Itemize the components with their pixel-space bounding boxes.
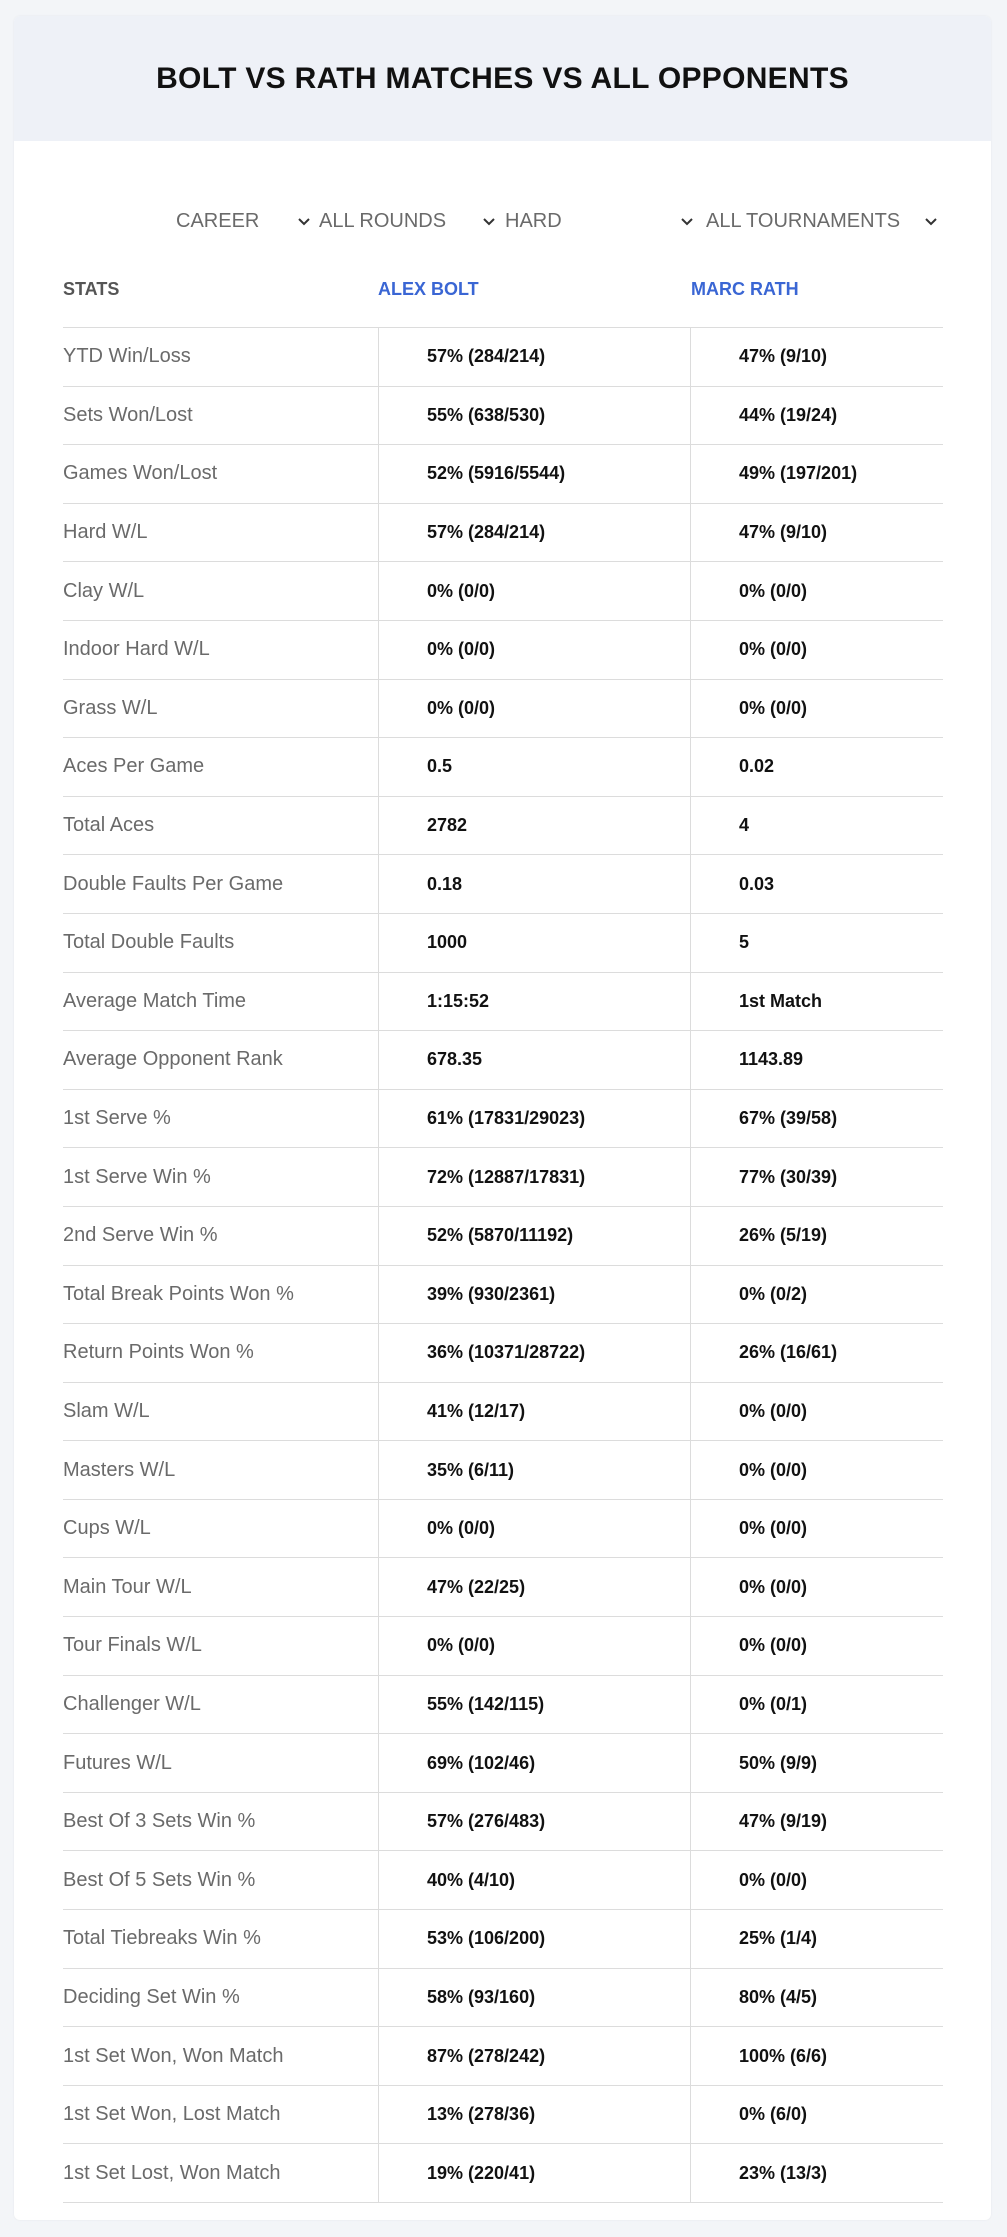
stat-label: Futures W/L [63,1751,172,1774]
player1-stat-value: 0% (0/0) [378,1617,691,1675]
table-row [63,2027,943,2086]
stat-label: Total Break Points Won % [63,1282,294,1305]
page-title: BOLT VS RATH MATCHES VS ALL OPPONENTS [156,61,849,95]
table-header [63,251,943,328]
stat-label: Challenger W/L [63,1692,201,1715]
player2-stat-value: 0% (0/0) [739,1576,808,1597]
player2-stat-value: 0% (0/0) [739,580,808,601]
player2-link[interactable]: MARC RATH [691,278,799,299]
player2-stat-value: 47% (9/10) [739,346,828,367]
stat-label: 1st Set Lost, Won Match [63,2161,281,2184]
player1-stat-value: 39% (930/2361) [378,1266,691,1324]
player1-stat-value: 0% (0/0) [378,1500,691,1558]
table-row [63,1266,943,1325]
player1-stat-value: 41% (12/17) [378,1383,691,1441]
table-row [63,1910,943,1969]
stat-label: Double Faults Per Game [63,872,284,895]
table-row [63,1617,943,1676]
player2-stat-value: 0% (0/0) [739,1518,808,1539]
card-header [14,16,991,141]
table-row [63,680,943,739]
round-select-value: ALL ROUNDS [319,209,447,232]
table-row [63,1676,943,1735]
player2-stat-value: 0.02 [739,756,775,777]
player1-stat-value: 19% (220/41) [378,2144,691,2202]
player2-stat-value: 4 [739,815,750,836]
player1-stat-value: 0% (0/0) [378,680,691,738]
stat-label: 1st Set Won, Won Match [63,2044,284,2067]
stat-label: Aces Per Game [63,755,205,778]
player2-stat-value: 80% (4/5) [739,1986,818,2007]
table-row [63,738,943,797]
stat-label: 1st Serve Win % [63,1165,211,1188]
stat-label: Clay W/L [63,579,145,602]
player2-stat-value: 23% (13/3) [739,2162,828,2183]
player2-stat-value: 44% (19/24) [739,404,838,425]
table-row [63,973,943,1032]
chevron-down-icon [923,213,939,229]
stat-label: Total Tiebreaks Win % [63,1927,261,1950]
player1-stat-value: 0% (0/0) [378,562,691,620]
player1-stat-value: 57% (276/483) [378,1793,691,1851]
table-row [63,1793,943,1852]
table-body [63,328,943,2203]
stat-label: Return Points Won % [63,1341,254,1364]
player2-stat-value: 0% (0/0) [739,1400,808,1421]
player2-stat-value: 26% (5/19) [739,1225,828,1246]
table-row [63,1851,943,1910]
table-row [63,2144,943,2203]
stat-label: Cups W/L [63,1517,151,1540]
stat-label: YTD Win/Loss [63,345,191,368]
table-row [63,2086,943,2145]
player1-link[interactable]: ALEX BOLT [378,278,479,299]
player1-stat-value: 678.35 [378,1031,691,1089]
player2-stat-value: 47% (9/19) [739,1811,828,1832]
stat-label: Sets Won/Lost [63,403,193,426]
player2-stat-value: 0% (0/0) [739,639,808,660]
tournament-select[interactable] [706,191,939,251]
player2-stat-value: 50% (9/9) [739,1752,818,1773]
player2-stat-value: 100% (6/6) [739,2045,828,2066]
chevron-down-icon [679,213,695,229]
player1-stat-value: 13% (278/36) [378,2086,691,2144]
player2-stat-value: 0% (0/0) [739,1459,808,1480]
chevron-down-icon [296,213,312,229]
table-row [63,1500,943,1559]
table-row [63,914,943,973]
stat-label: Best Of 5 Sets Win % [63,1868,256,1891]
table-row [63,797,943,856]
player2-stat-value: 67% (39/58) [739,1108,838,1129]
stat-label: Slam W/L [63,1399,150,1422]
stat-label: Best Of 3 Sets Win % [63,1810,256,1833]
stat-label: Masters W/L [63,1458,176,1481]
stat-label: 1st Serve % [63,1107,171,1130]
player1-stat-value: 58% (93/160) [378,1969,691,2027]
player2-stat-value: 25% (1/4) [739,1928,818,1949]
filter-bar [14,191,991,251]
player1-stat-value: 87% (278/242) [378,2027,691,2085]
surface-select-value: HARD [505,209,562,232]
table-row [63,1734,943,1793]
player1-stat-value: 61% (17831/29023) [378,1090,691,1148]
stat-label: Main Tour W/L [63,1575,192,1598]
player2-stat-value: 77% (30/39) [739,1166,838,1187]
stat-label: Total Aces [63,814,155,837]
player2-stat-value: 0% (0/2) [739,1283,808,1304]
player1-stat-value: 47% (22/25) [378,1558,691,1616]
player1-stat-value: 0% (0/0) [378,621,691,679]
table-row [63,855,943,914]
table-row [63,1207,943,1266]
player1-stat-value: 0.18 [378,855,691,913]
table-row [63,387,943,446]
player1-stat-value: 69% (102/46) [378,1734,691,1792]
stat-label: 1st Set Won, Lost Match [63,2103,281,2126]
player1-stat-value: 72% (12887/17831) [378,1148,691,1206]
round-select[interactable] [319,191,497,251]
player1-stat-value: 55% (638/530) [378,387,691,445]
table-row [63,562,943,621]
player1-stat-value: 1000 [378,914,691,972]
stats-card [14,16,991,2220]
player2-stat-value: 1143.89 [739,1049,804,1070]
player2-stat-value: 0% (6/0) [739,2104,808,2125]
player2-stat-value: 0% (0/1) [739,1693,808,1714]
stat-label: Average Opponent Rank [63,1048,283,1071]
player1-stat-value: 57% (284/214) [378,328,691,386]
table-row [63,1148,943,1207]
player2-stat-value: 49% (197/201) [739,463,858,484]
stat-label: Games Won/Lost [63,462,218,485]
player2-stat-value: 0% (0/0) [739,1635,808,1656]
stat-label: Total Double Faults [63,931,235,954]
period-select[interactable] [176,191,312,251]
table-row [63,621,943,680]
table-row [63,1383,943,1442]
period-select-value: CAREER [176,209,260,232]
player1-stat-value: 53% (106/200) [378,1910,691,1968]
player1-stat-value: 35% (6/11) [378,1441,691,1499]
stat-label: Deciding Set Win % [63,1985,240,2008]
stat-label: Indoor Hard W/L [63,638,210,661]
stat-label: Hard W/L [63,521,148,544]
table-row [63,1324,943,1383]
player2-stat-value: 26% (16/61) [739,1342,838,1363]
table-row [63,1441,943,1500]
table-row [63,504,943,563]
player1-stat-value: 52% (5870/11192) [378,1207,691,1265]
player1-stat-value: 0.5 [378,738,691,796]
player1-stat-value: 55% (142/115) [378,1676,691,1734]
table-row [63,1558,943,1617]
table-row [63,1031,943,1090]
player1-stat-value: 52% (5916/5544) [378,445,691,503]
stat-label: Average Match Time [63,989,247,1012]
stat-label: Grass W/L [63,696,158,719]
chevron-down-icon [481,213,497,229]
surface-select[interactable] [505,191,695,251]
table-row [63,1969,943,2028]
player2-stat-value: 47% (9/10) [739,522,828,543]
player2-stat-value: 0.03 [739,873,775,894]
player2-stat-value: 1st Match [739,990,823,1011]
stats-column-header: STATS [63,278,120,299]
table-row [63,328,943,387]
table-row [63,1090,943,1149]
player2-stat-value: 0% (0/0) [739,1869,808,1890]
player1-stat-value: 57% (284/214) [378,504,691,562]
player2-stat-value: 5 [739,932,750,953]
stats-table [63,251,943,2203]
player1-stat-value: 2782 [378,797,691,855]
tournament-select-value: ALL TOURNAMENTS [706,209,901,232]
player2-stat-value: 0% (0/0) [739,697,808,718]
player1-stat-value: 1:15:52 [378,973,691,1031]
player1-stat-value: 40% (4/10) [378,1851,691,1909]
table-row [63,445,943,504]
player1-stat-value: 36% (10371/28722) [378,1324,691,1382]
stat-label: Tour Finals W/L [63,1634,202,1657]
stat-label: 2nd Serve Win % [63,1224,218,1247]
